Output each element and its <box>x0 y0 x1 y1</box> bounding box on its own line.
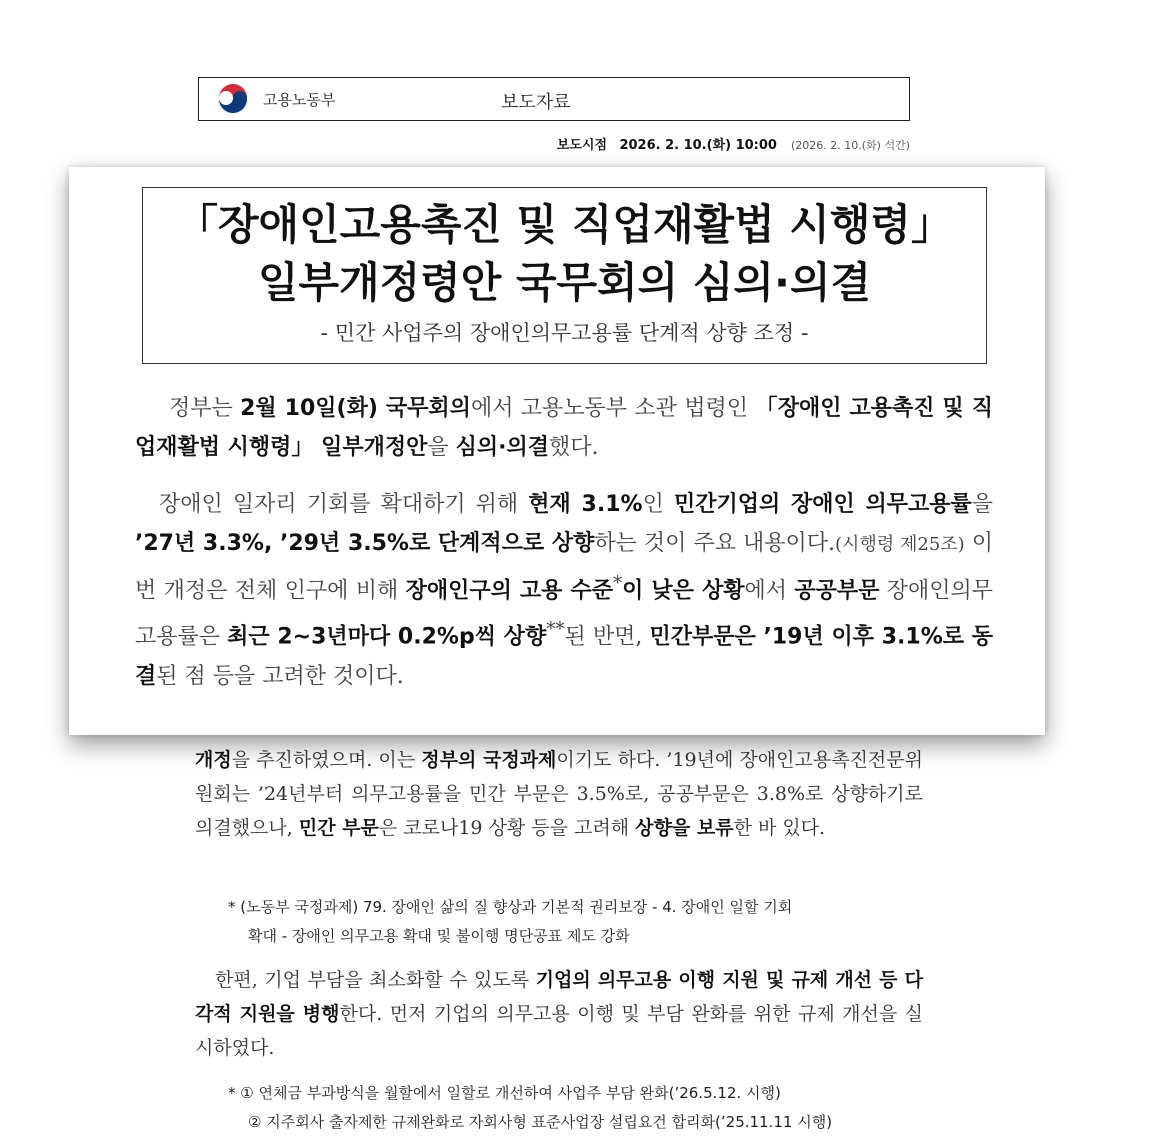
footnote-national-task: * (노동부 국정과제) 79. 장애인 삶의 질 향상과 기본적 권리보장 - 4. 장애인 일할 기회 확대 - 장애인 의무고용 확대 및 불이행 명단공표 제도 강화 <box>228 898 793 945</box>
highlight-card <box>69 167 1045 735</box>
lead-paragraph: 정부는 2월 10일(화) 국무회의에서 고용노동부 소관 법령인 「장애인 고용촉진 및 직업재활법 시행령」 일부개정안을 심의·의결했다. <box>135 396 994 460</box>
release-label: 보도시점 <box>556 138 608 153</box>
detail-paragraph: 장애인 일자리 기회를 확대하기 위해 현재 3.1%인 민간기업의 장애인 의무고용률을 ’27년 3.3%, ’29년 3.5%로 단계적으로 상향하는 것이 주요 내용이다.(시행령 제25조) 이번 개정은 전체 인구에 비해 장애인구의 고용 수준*이 낮은 상황에서 공공부문 장애인의무고용률은 최근 2~3년마다 0.2%p씩 상향**된 반면, 민간부문은 ’19년 이후 3.1%로 동결된 점 등을 고려한 것이다. <box>135 492 994 689</box>
org-name: 고용노동부 <box>263 91 336 109</box>
release-edition: (2026. 2. 10.(화) 석간) <box>790 139 910 152</box>
footnote-regulation: * ① 연체금 부과방식을 월할에서 일할로 개선하여 사업주 부담 완화(’26.5.12. 시행) ② 지주회사 출자제한 규제완화로 자회사형 표준사업장 설립요건 합리화(’25.11.11 시행) <box>228 1084 833 1131</box>
background-paragraph-1: 개정을 추진하였으며. 이는 정부의 국정과제이기도 하다. ’19년에 장애인고용촉진전문위원회는 ’24년부터 의무고용률을 민간 부문은 3.5%로, 공공부문은 3.8%로 상향하기로 의결했으나, 민간 부문은 코로나19 상황 등을 고려해 상향을 보류한 바 있다. <box>195 749 923 839</box>
release-time <box>557 134 910 153</box>
doc-type-label: 보도자료 <box>501 92 571 113</box>
page-title-line2: 일부개정령안 국무회의 심의·의결 <box>257 258 872 307</box>
page-title-line1: 「장애인고용촉진 및 직업재활법 시행령」 <box>175 200 954 249</box>
government-emblem-icon <box>217 83 249 115</box>
title-box <box>142 187 987 364</box>
press-header <box>198 77 910 121</box>
release-datetime: 2026. 2. 10.(화) 10:00 <box>619 138 777 153</box>
page-subtitle: - 민간 사업주의 장애인의무고용률 단계적 상향 조정 - <box>320 321 809 345</box>
background-paragraph-2: 한편, 기업 부담을 최소화할 수 있도록 기업의 의무고용 이행 지원 및 규제 개선 등 다각적 지원을 병행한다. 먼저 기업의 의무고용 이행 및 부담 완화를 위한 규제 개선을 실시하였다. <box>195 969 923 1059</box>
